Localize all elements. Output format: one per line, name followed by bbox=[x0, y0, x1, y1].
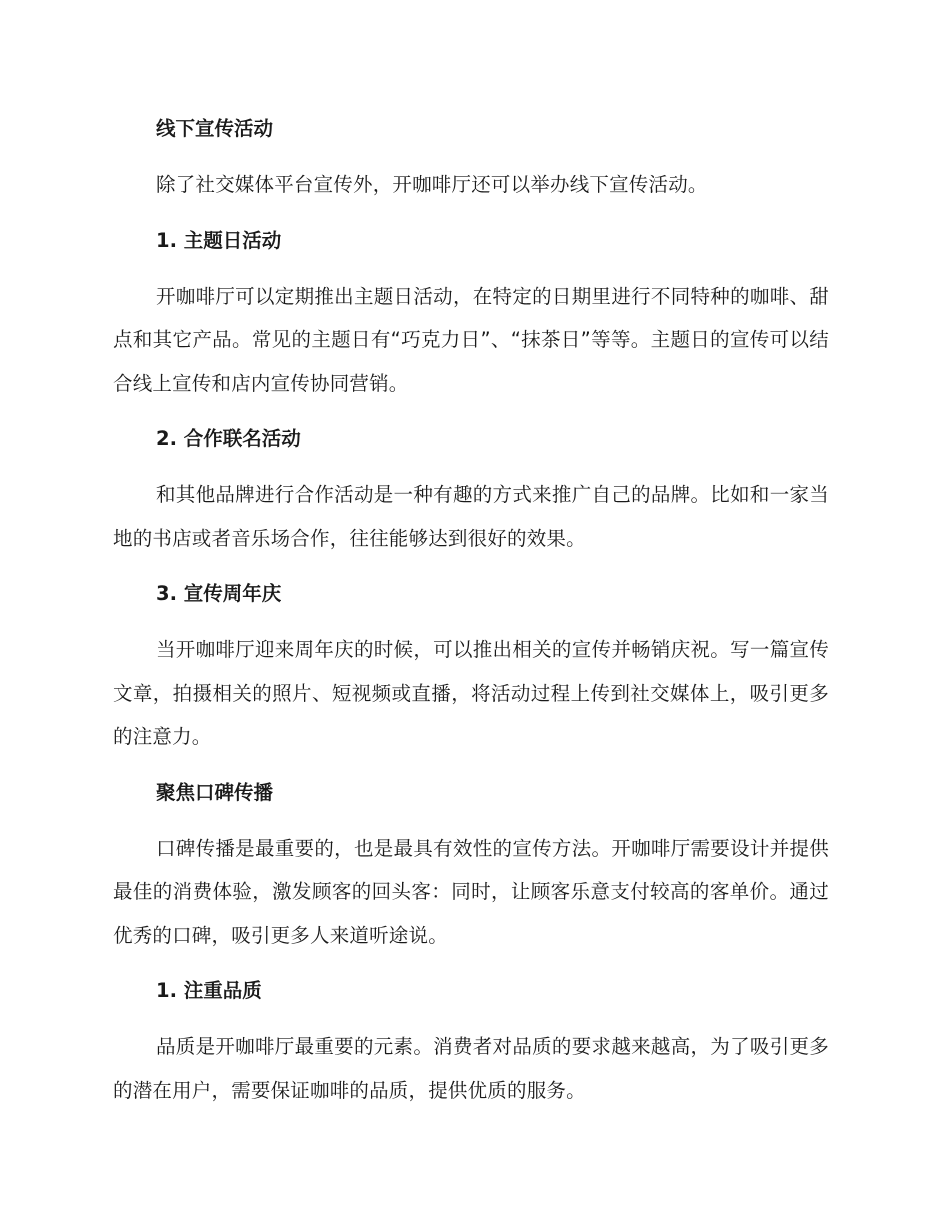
section-heading-offline-promotion: 线下宣传活动 bbox=[156, 117, 274, 140]
paragraph-theme-day: 开咖啡厅可以定期推出主题日活动，在特定的日期里进行不同特种的咖啡、甜点和其它产品。常见的主题日有“巧克力日”、“抹茶日”等等。主题日的宣传可以结合线上宣传和店内宣传协同营销。 bbox=[113, 284, 829, 395]
document-body bbox=[113, 106, 829, 1112]
subheading-co-branding: 2. 合作联名活动 bbox=[156, 427, 301, 450]
paragraph-anniversary: 当开咖啡厅迎来周年庆的时候，可以推出相关的宣传并畅销庆祝。写一篇宣传文章，拍摄相关的照片、短视频或直播，将活动过程上传到社交媒体上，吸引更多的注意力。 bbox=[113, 638, 829, 748]
paragraph-co-branding: 和其他品牌进行合作活动是一种有趣的方式来推广自己的品牌。比如和一家当地的书店或者音乐场合作，往往能够达到很好的效果。 bbox=[113, 483, 829, 550]
subheading-theme-day: 1. 主题日活动 bbox=[156, 228, 282, 252]
subheading-quality: 1. 注重品质 bbox=[156, 979, 262, 1002]
paragraph-offline-intro: 除了社交媒体平台宣传外，开咖啡厅还可以举办线下宣传活动。 bbox=[156, 173, 708, 196]
section-heading-word-of-mouth: 聚焦口碑传播 bbox=[156, 780, 274, 804]
paragraph-word-of-mouth: 口碑传播是最重要的，也是最具有效性的宣传方法。开咖啡厅需要设计并提供最佳的消费体验，激发顾客的回头客：同时，让顾客乐意支付较高的客单价。通过优秀的口碑，吸引更多人来道听途说。 bbox=[113, 836, 829, 947]
subheading-anniversary: 3. 宣传周年庆 bbox=[156, 582, 282, 605]
paragraph-quality: 品质是开咖啡厅最重要的元素。消费者对品质的要求越来越高，为了吸引更多的潜在用户，需要保证咖啡的品质，提供优质的服务。 bbox=[113, 1035, 829, 1102]
